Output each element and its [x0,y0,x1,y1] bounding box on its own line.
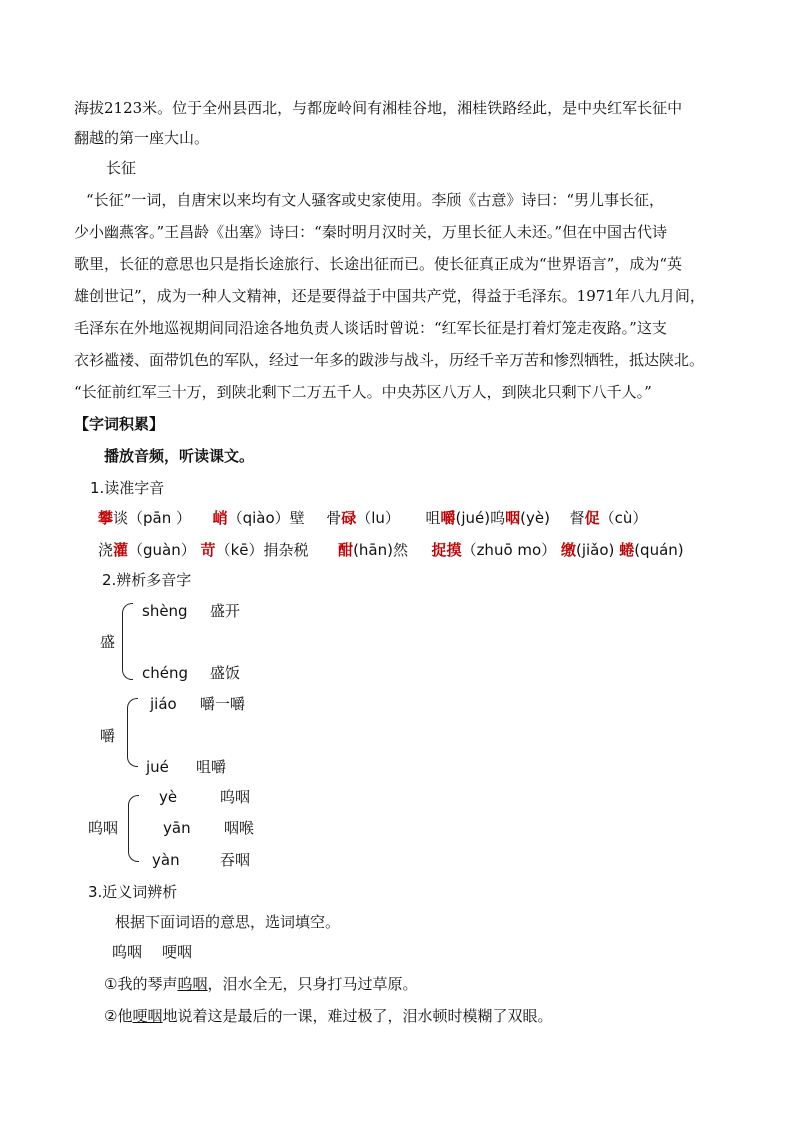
char-lu: 碌 [341,509,357,527]
sentence-1-post: ，泪水全无，只身打马过草原。 [207,975,418,993]
choice-gengyan: 哽咽 [162,943,193,961]
changzheng-line-4: 雄创世记”，成为一种人文精神，还是要得益于中国共产党，得益于毛泽东。1971年八九月间， [74,287,705,305]
sheng-pinyin-1: shèng [142,602,188,620]
prefix-wu: 呜 [490,509,506,527]
jiao-word-1: 嚼一嚼 [200,695,246,713]
prefix-gu: 骨 [326,509,342,527]
brace-jiao-bottom [127,736,138,767]
prefix-du: 督 [569,509,585,527]
changzheng-line-6: 衣衫褴褛、面带饥色的军队，经过一年多的跋涉与战斗，历经千辛万苦和惨烈牺牲，抵达陕北。 [74,351,705,369]
char-pan: 攀 [98,509,114,527]
char-qiao: 峭 [212,509,228,527]
changzheng-line-7: “长征前红军三十万，到陕北剩下二万五千人。中央苏区八万人，到陕北只剩下八千人。” [74,383,652,401]
changzheng-line-5: 毛泽东在外地巡视期间同沿途各地负责人谈话时曾说：“红军长征是打着灯笼走夜路。”这支 [74,319,667,337]
section-1-title: 1.读准字音 [90,479,165,497]
brace-yan-bottom [128,828,139,862]
polyphone-yan-char: 呜咽 [88,819,119,837]
char-jue: 嚼 [440,509,456,527]
pinyin-quan: (quán) [634,541,684,559]
sentence-1-pre: ①我的琴声 [104,975,178,993]
yan-pinyin-2: yān [163,819,191,837]
sentence-2-pre: ②他 [104,1007,133,1025]
prefix-jiao: 浇 [98,541,114,559]
pinyin-cu: （cù） [599,509,648,527]
word-choices [112,942,192,962]
char-ke: 苛 [200,541,216,559]
sentence-2-post: 地说着这是最后的一课，难过极了，泪水顿时模糊了双眼。 [162,1007,553,1025]
pinyin-han: (hān)然 [353,541,408,559]
brace-sheng-top [122,603,133,642]
jiao-pinyin-2: jué [146,758,169,776]
pinyin-pan: 谈（pān ） [113,509,192,527]
brace-sheng-bottom [122,641,133,680]
pinyin-jue: (jué) [455,509,491,527]
changzheng-line-2: 少小幽燕客。”王昌龄《出塞》诗曰：“秦时明月汉时关，万里长征人未还。”但在中国古代诗 [74,223,668,241]
zici-heading: 【字词积累】 [74,415,165,433]
pinyin-zhuomo: （zhuō mo） [461,541,557,559]
section-2-title: 2.辨析多音字 [102,571,192,589]
choice-wuyan: 呜咽 [112,943,143,961]
char-zhuomo: 捉摸 [431,541,462,559]
char-guan: 灌 [113,541,129,559]
sheng-pinyin-2: chéng [142,664,189,682]
char-quan: 蜷 [619,541,635,559]
sentence-2-answer: 哽咽 [132,1007,163,1025]
pinyin-ke: （kē）捐杂税 [215,541,309,559]
polyphone-sheng-char: 盛 [100,633,116,651]
yan-word-1: 呜咽 [220,788,251,806]
pinyin-lu: （lu） [356,509,400,527]
changzheng-line-3: 歌里，长征的意思也只是指长途旅行、长途出征而已。使长征真正成为“世界语言”，成为“英 [74,255,683,273]
pinyin-row-1 [98,508,647,528]
sheng-word-2: 盛饭 [210,664,241,682]
pinyin-row-2 [98,540,684,560]
brace-yan-top [128,795,139,829]
yan-word-2: 咽喉 [224,819,255,837]
char-cu: 促 [584,509,600,527]
pinyin-qiao: （qiào）壁 [227,509,305,527]
sentence-1 [104,974,417,994]
changzheng-line-1: “长征”一词，自唐宋以来均有文人骚客或史家使用。李颀《古意》诗曰：“男儿事长征， [86,191,665,209]
section-3-instruction: 根据下面词语的意思，选词填空。 [115,913,341,931]
prefix-ju: 咀 [425,509,441,527]
sheng-word-1: 盛开 [210,602,241,620]
brace-jiao-top [127,698,138,737]
jiao-word-2: 咀嚼 [196,758,227,776]
char-ye: 咽 [505,509,521,527]
sentence-2 [104,1006,552,1026]
changzheng-heading: 长征 [106,159,137,177]
section-3-title: 3.近义词辨析 [88,883,178,901]
char-han: 酣 [338,541,354,559]
yan-word-3: 吞咽 [220,851,251,869]
intro-line-2: 翻越的第一座大山。 [74,129,210,147]
char-jiao: 缴 [560,541,576,559]
yan-pinyin-1: yè [159,788,178,806]
jiao-pinyin-1: jiáo [150,695,177,713]
polyphone-jiao-char: 嚼 [100,727,116,745]
yan-pinyin-3: yàn [152,851,180,869]
intro-line-1: 海拔2123米。位于全州县西北，与都庞岭间有湘桂谷地，湘桂铁路经此，是中央红军长征中 [74,99,683,117]
pinyin-ye: (yè) [520,509,550,527]
sentence-1-answer: 呜咽 [177,975,208,993]
pinyin-jiao: (jiǎo) [575,541,615,559]
pinyin-guan: （guàn） [128,541,196,559]
audio-instruction: 播放音频，听读课文。 [104,447,255,465]
